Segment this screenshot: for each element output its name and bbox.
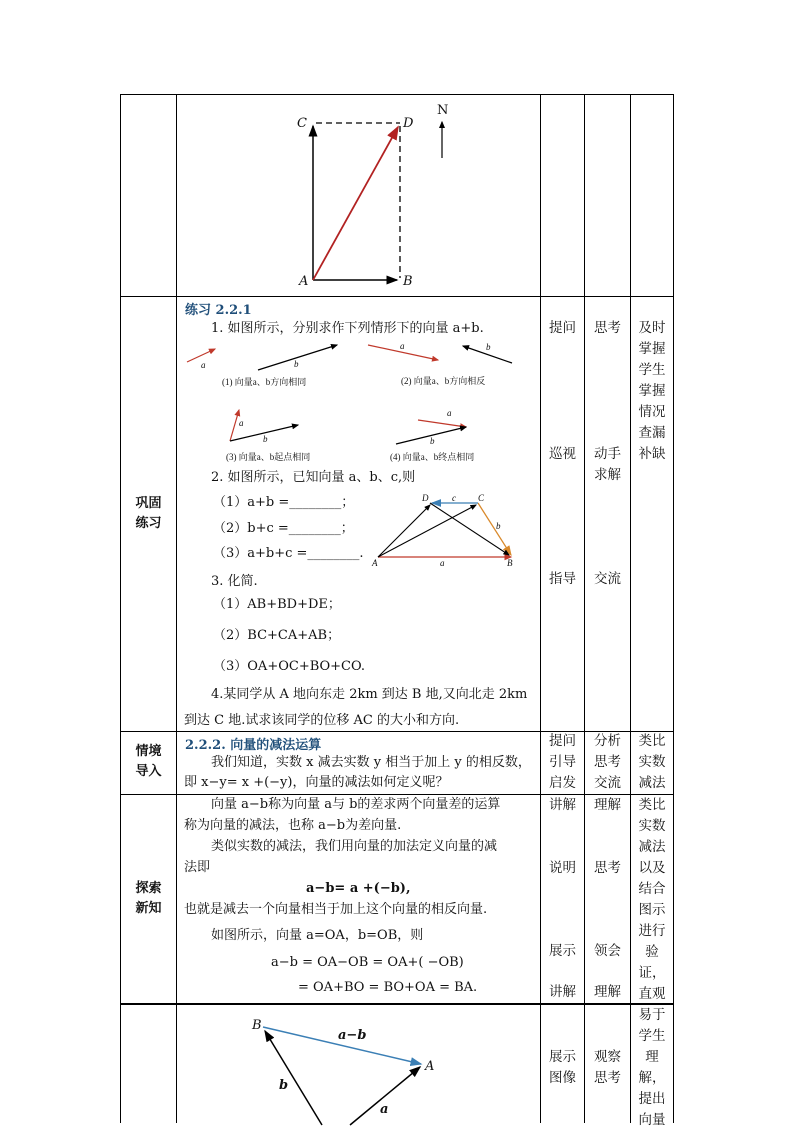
q2-label-a: a [440,558,445,568]
s1-student-3: 交流 [594,571,621,587]
s2-intent: 类比 实数 减法 [638,733,666,791]
subtraction-heading: 2.2.2. 向量的减法运算 [185,738,322,753]
tri-label-b: b [279,1078,289,1093]
tri-point-b: B [252,1018,262,1033]
tri-label-a-minus-b: a−b [338,1028,367,1043]
q3-item-3: （3）OA+OC+BO+CO. [213,659,366,674]
q2-point-d: D [422,493,429,503]
s3-intent: 类比 实数 减法 以及 结合 图示 进行 验 证， 直观 [638,797,666,1002]
s3-teacher-1: 讲解 [549,797,576,813]
explore-line2: 称为向量的减法，也称 a−b为差向量. [184,818,402,833]
s3-teacher-3: 展示 [549,943,576,959]
fig1-letter-b: b [294,359,299,369]
s3-teacher-4: 讲解 [549,984,576,1000]
exercise-q1: 1. 如图所示，分别求作下列情形下的向量 a+b. [211,321,484,336]
situation-line1: 我们知道，实数 x 减去实数 y 相当于加上 y 的相反数， [211,755,531,770]
s3-student-4: 理解 [594,984,621,1000]
s3-teacher-2: 说明 [549,860,576,876]
label-situation: 情境 导入 [135,744,162,779]
s1-teacher-1: 提问 [549,320,576,336]
explore-line6: 如图所示，向量 a=OA，b=OB，则 [211,928,424,943]
s3-student-1: 理解 [594,797,621,813]
explore-line5: 也就是减去一个向量相当于加上这个向量的相反向量. [184,902,488,917]
s1-teacher-2: 巡视 [549,446,576,462]
vec-ob [265,1031,322,1125]
explore-line4: 法即 [184,860,211,875]
fig2-caption: (2) 向量a、b方向相反 [401,376,486,386]
q2-item-3: （3）a+b+c =________. [213,546,364,561]
exercise-q2: 2. 如图所示，已知向量 a、b、c,则 [211,470,416,485]
s3-student-3: 领会 [594,943,621,959]
exercise-heading: 练习 2.2.1 [185,303,252,318]
s4-teacher: 展示 图像 [549,1049,576,1086]
label-explore: 探索 新知 [135,881,162,916]
situation-line2: 即 x−y= x +(−y)，向量的减法如何定义呢？ [184,775,449,790]
q2-point-c: C [478,493,485,503]
formula-definition: a−b= a +(−b), [306,881,411,896]
fig2-letter-a: a [400,341,405,351]
s2-student: 分析 思考 交流 [594,733,621,791]
s3-student-2: 思考 [594,860,621,876]
q3-item-2: （2）BC+CA+AB； [213,628,341,643]
fig2-letter-b: b [486,342,491,352]
exercise-q4-line2: 到达 C 地.试求该同学的位移 AC 的大小和方向. [184,713,460,728]
s2-teacher: 提问 引导 启发 [549,733,576,791]
tri-label-a: a [380,1102,389,1117]
formula-derivation-2: = OA+BO = BO+OA = BA. [298,980,478,995]
label-north: N [437,103,449,118]
label-consolidate: 巩固 练习 [135,496,162,531]
label-c: C [297,116,307,131]
s1-teacher-3: 指导 [549,571,576,587]
q3-item-1: （1）AB+BD+DE； [213,597,341,612]
q2-label-c: c [452,493,456,503]
q2-point-b: B [507,558,513,568]
label-a: A [299,274,309,289]
q2-label-b: b [496,521,501,531]
exercise-q4-line1: 4.某同学从 A 地向东走 2km 到达 B 地,又向北走 2km [211,687,528,702]
tri-point-a: A [425,1059,435,1074]
fig1-caption: (1) 向量a、b方向相同 [222,377,307,387]
fig1-letter-a: a [201,360,206,370]
exercise-q3: 3. 化简. [211,574,258,589]
fig3-letter-b: b [263,434,268,444]
q2-point-a: A [372,558,378,568]
s1-intent: 及时 掌握 学生 掌握 情况 查漏 补缺 [638,320,666,462]
fig3-caption: (3) 向量a、b起点相同 [226,452,311,462]
fig4-caption: (4) 向量a、b终点相同 [390,452,475,462]
label-b: B [403,274,413,289]
fig3-letter-a: a [239,418,244,428]
s1-student-1: 思考 [594,320,621,336]
fig4-letter-a: a [447,408,452,418]
s1-student-2: 动手 求解 [594,446,621,483]
explore-line3: 类似实数的减法，我们用向量的加法定义向量的减 [211,839,498,854]
q2-item-1: （1）a+b =________； [213,495,355,510]
s4-student: 观察 思考 [594,1049,621,1086]
formula-derivation-1: a−b = OA−OB = OA+( −OB) [271,955,464,970]
explore-line1: 向量 a−b称为向量 a与 b的差求两个向量差的运算 [211,797,501,812]
label-d: D [403,116,414,131]
s4-intent: 易于 学生 理 解， 提出 向量 [638,1007,666,1128]
q2-item-2: （2）b+c =________； [213,521,354,536]
fig4-letter-b: b [430,436,435,446]
